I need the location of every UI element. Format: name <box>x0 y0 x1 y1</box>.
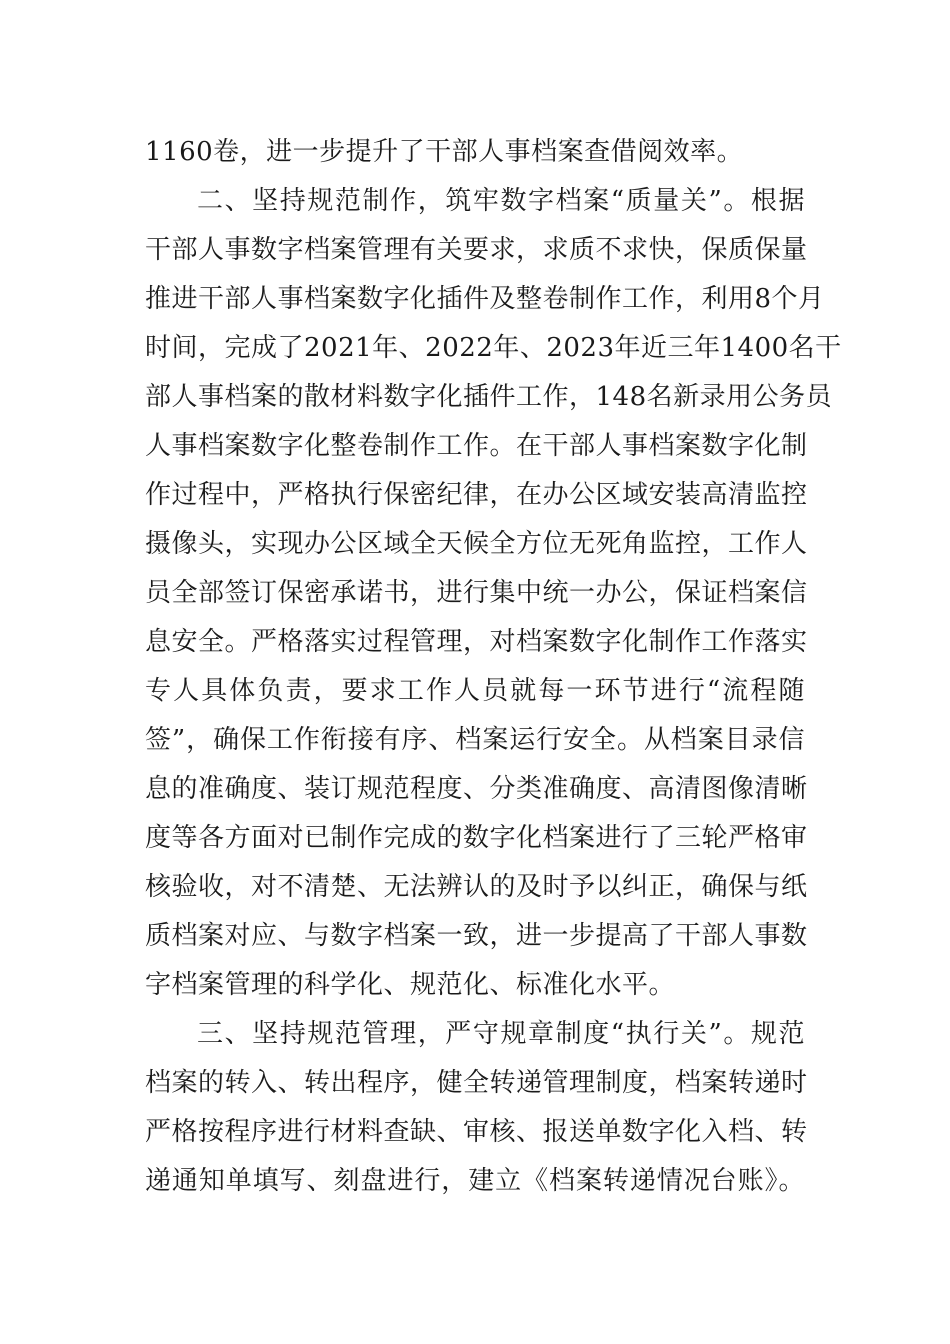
text-line-9: 摄像头，实现办公区域全天候全方位无死角监控，工作人 <box>145 529 808 559</box>
text-line-6: 部人事档案的散材料数字化插件工作，148名新录用公务员 <box>145 382 833 412</box>
text-line-4: 推进干部人事档案数字化插件及整卷制作工作，利用8个月 <box>145 284 825 314</box>
text-line-3: 干部人事数字档案管理有关要求，求质不求快，保质保量 <box>145 235 808 265</box>
text-line-13: 签”，确保工作衔接有序、档案运行安全。从档案目录信 <box>145 725 805 755</box>
text-line-20: 档案的转入、转出程序，健全转递管理制度，档案转递时 <box>145 1068 808 1098</box>
text-line-19: 三、坚持规范管理，严守规章制度“执行关”。规范 <box>197 1019 805 1049</box>
text-line-1: 1160卷，进一步提升了干部人事档案查借阅效率。 <box>145 137 744 167</box>
text-line-7: 人事档案数字化整卷制作工作。在干部人事档案数字化制 <box>145 431 808 461</box>
text-line-5: 时间，完成了2021年、2022年、2023年近三年1400名干 <box>145 333 842 363</box>
text-line-11: 息安全。严格落实过程管理，对档案数字化制作工作落实 <box>145 627 808 657</box>
text-line-8: 作过程中，严格执行保密纪律，在办公区域安装高清监控 <box>145 480 808 510</box>
text-line-22: 递通知单填写、刻盘进行，建立《档案转递情况台账》。 <box>145 1166 805 1196</box>
text-line-12: 专人具体负责，要求工作人员就每一环节进行“流程随 <box>145 676 805 706</box>
text-line-2: 二、坚持规范制作，筑牢数字档案“质量关”。根据 <box>197 186 805 216</box>
text-line-15: 度等各方面对已制作完成的数字化档案进行了三轮严格审 <box>145 823 808 853</box>
text-line-18: 字档案管理的科学化、规范化、标准化水平。 <box>145 970 676 1000</box>
text-line-16: 核验收，对不清楚、无法辨认的及时予以纠正，确保与纸 <box>145 872 808 902</box>
text-line-10: 员全部签订保密承诺书，进行集中统一办公，保证档案信 <box>145 578 808 608</box>
text-line-21: 严格按程序进行材料查缺、审核、报送单数字化入档、转 <box>145 1117 808 1147</box>
text-line-14: 息的准确度、装订规范程度、分类准确度、高清图像清晰 <box>145 774 808 804</box>
text-line-17: 质档案对应、与数字档案一致，进一步提高了干部人事数 <box>145 921 808 951</box>
